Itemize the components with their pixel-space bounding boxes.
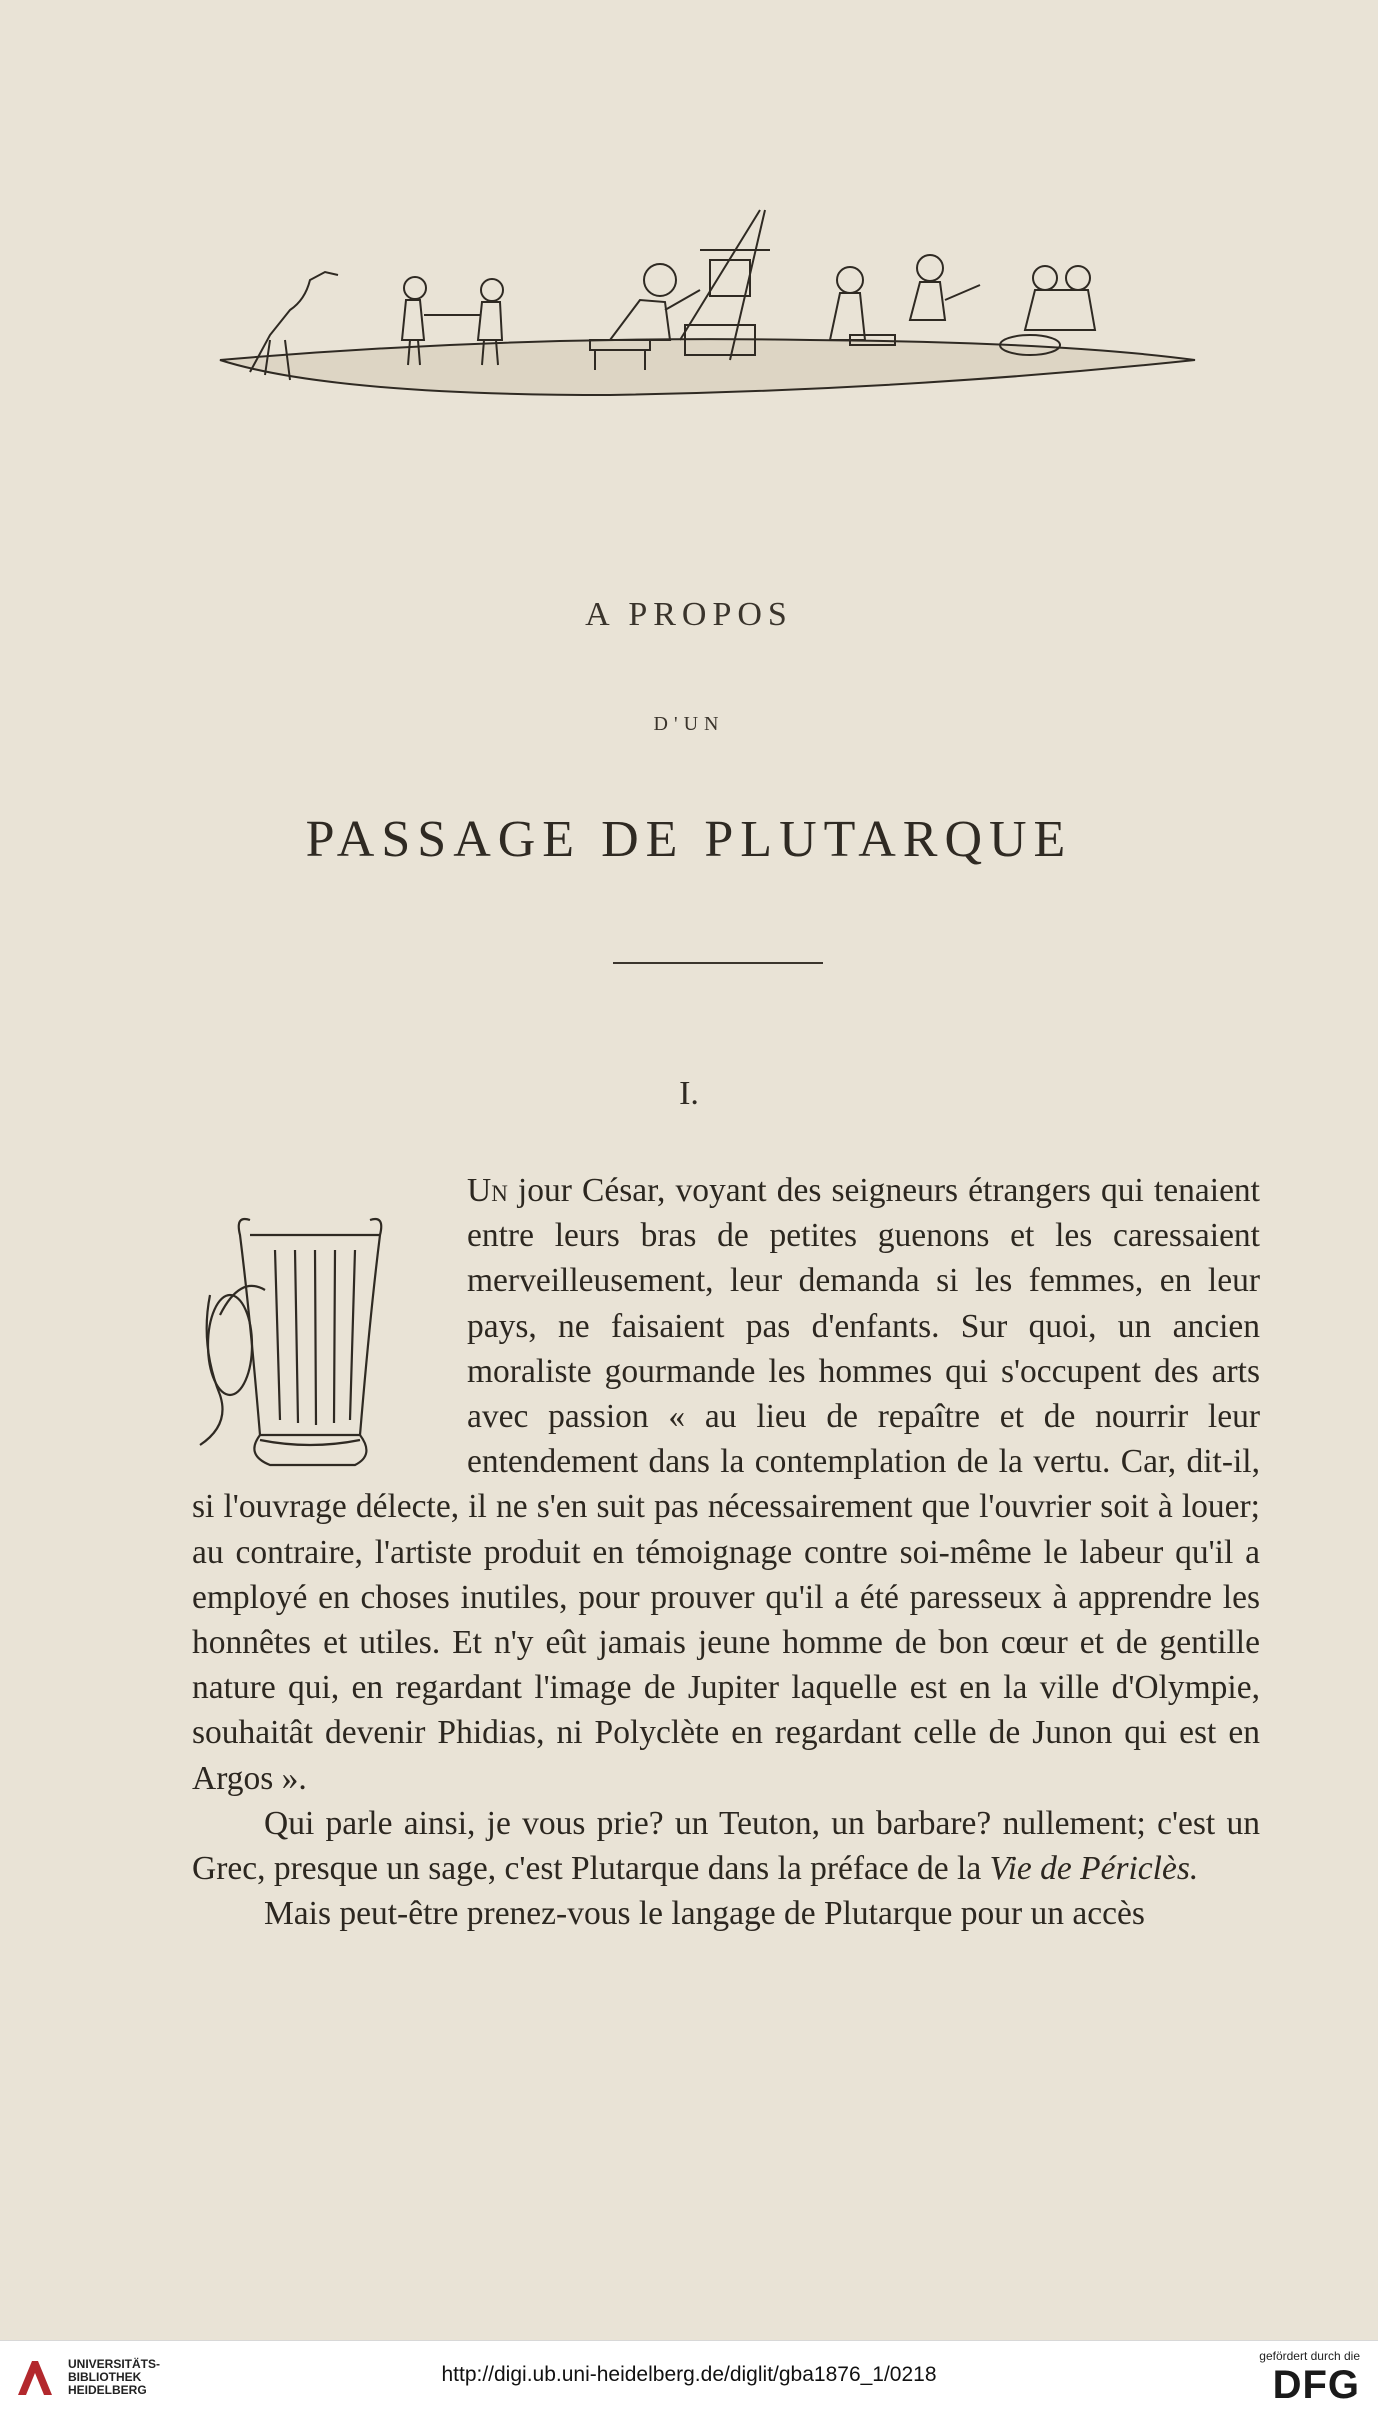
funder-logo: DFG — [1272, 2363, 1360, 2407]
title-d-un: D'UN — [653, 713, 725, 735]
article-body — [192, 1168, 1260, 1936]
page-title: PASSAGE DE PLUTARQUE — [305, 811, 1073, 868]
paragraph-1-text: jour César, voyant des seigneurs étrangers qui tenaient entre leurs bras de petites guenons et les caressaient merveilleusement, leur demanda si les femmes, en leur pays, ne faisaient pas d'enfants. Sur quoi, un ancien moraliste gourmande les hommes qui s'occupent des arts avec passion « au lieu de repaître et de nourrir leur entendement dans la contemplation de la vertu. Car, dit-il, si l'ouvrage délecte, il ne s'en suit pas nécessairement que l'ouvrier soit à louer; au contraire, l'artiste produit en témoignage contre soi-même le labeur qu'il a employé en choses inutiles, pour prouver qu'il a été paresseux à apprendre les honnêtes et utiles. Et n'y eût jamais jeune homme de bon cœur et de gentille nature qui, en regardant l'image de Jupiter laquelle est en la ville d'Olympie, souhaitât devenir Phidias, ni Polyclète en regardant celle de Junon qui est en Argos ». — [192, 1172, 1260, 1797]
book-title-italic: Vie de Périclès. — [989, 1850, 1199, 1888]
drop-illustration-space — [192, 1168, 467, 1468]
paragraph-1 — [192, 1168, 1260, 1801]
title-divider — [613, 962, 823, 964]
header-vignette-illustration — [210, 190, 1200, 420]
library-name: UNIVERSITÄTS- BIBLIOTHEK HEIDELBERG — [68, 2357, 161, 2397]
section-number: I. — [679, 1075, 699, 1112]
paragraph-2 — [192, 1801, 1260, 1891]
paragraph-3-text: Mais peut-être prenez-vous le langage de Plutarque pour un accès — [264, 1895, 1145, 1933]
paragraph-3 — [192, 1891, 1260, 1936]
paragraph-2-text: Qui parle ainsi, je vous prie? un Teuton, un barbare? nullement; c'est un Grec, presque un sage, c'est Plutarque dans la préface de la — [192, 1804, 1260, 1888]
funder-label: gefördert durch die — [1259, 2349, 1360, 2363]
source-url-link[interactable]: http://digi.ub.uni-heidelberg.de/diglit/gba1876_1/0218 — [441, 2363, 937, 2386]
drop-word: Un — [467, 1172, 508, 1209]
digitization-footer — [0, 2340, 1378, 2410]
title-a-propos: A PROPOS — [585, 596, 793, 633]
